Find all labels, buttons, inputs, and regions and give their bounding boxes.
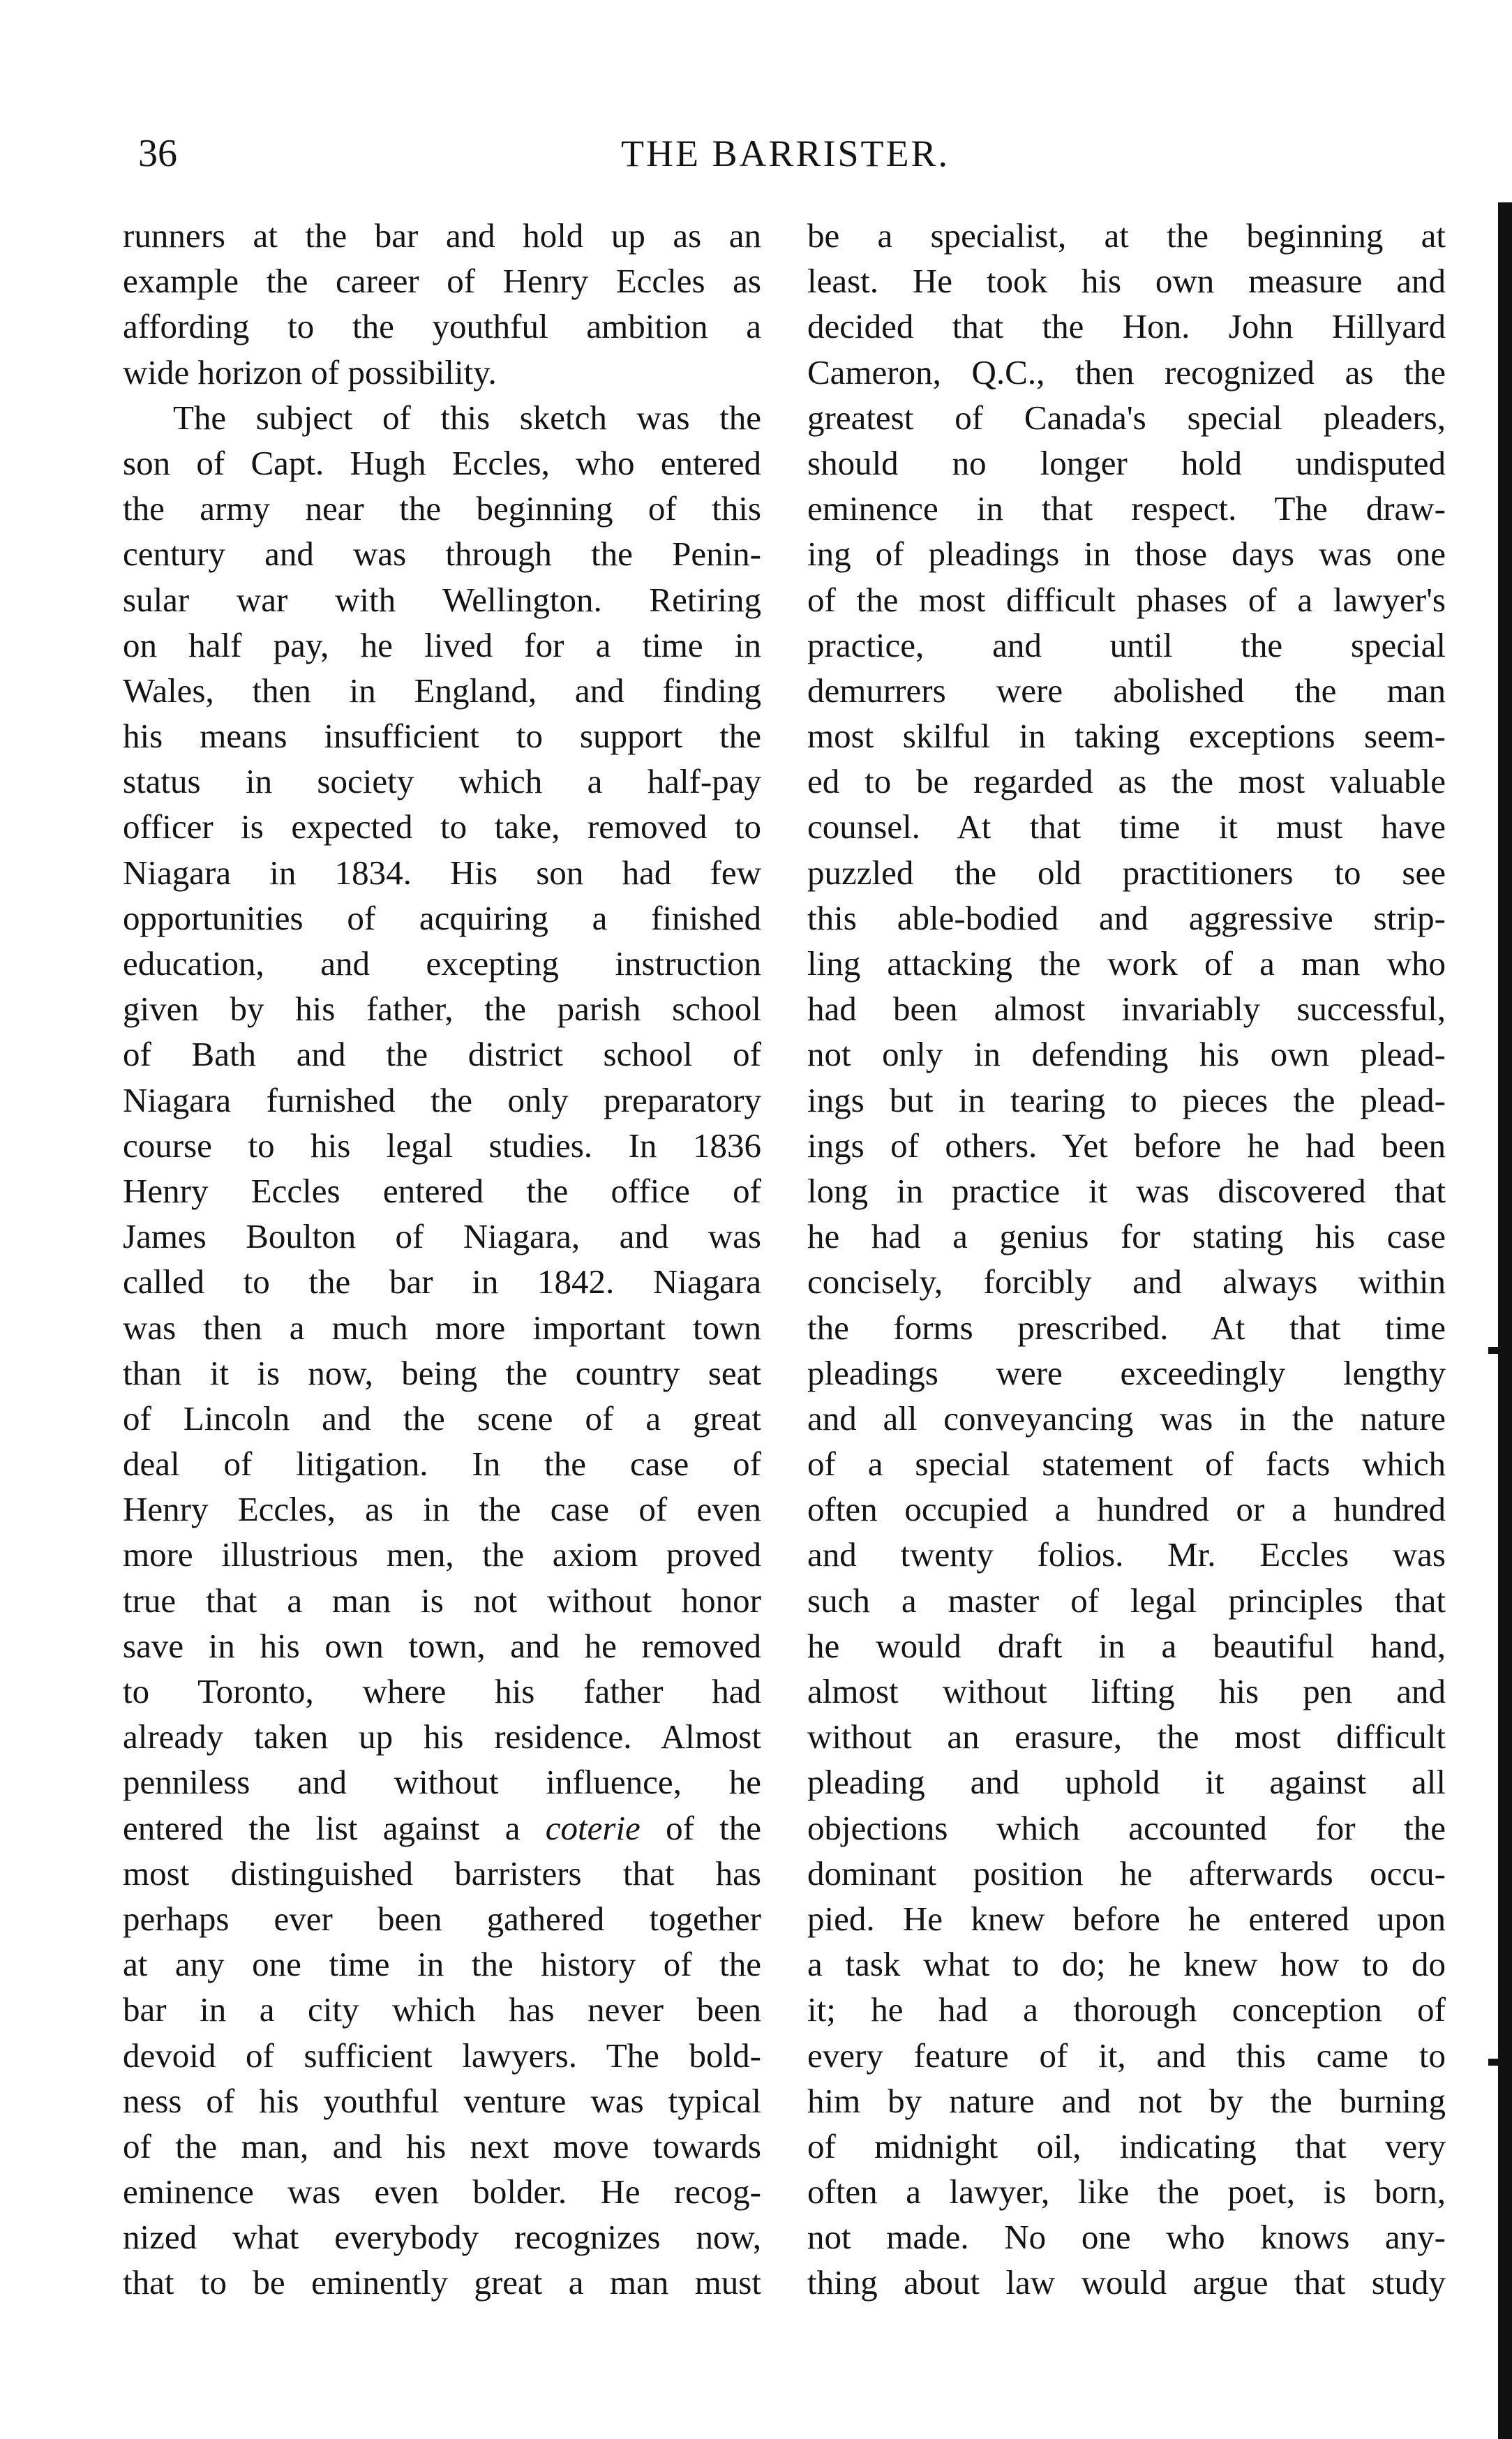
- text-line: him by nature and not by the burning: [807, 2081, 1446, 2120]
- text-line: true that a man is not without honor: [123, 1581, 761, 1620]
- text-line: eminence in that respect. The draw-: [807, 489, 1446, 528]
- text-line: had been almost invariably successful,: [807, 990, 1446, 1029]
- text-line: entered the list against a coterie of the: [123, 1808, 761, 1847]
- text-line: he would draft in a beautiful hand,: [807, 1626, 1446, 1665]
- text-line: Niagara furnished the only preparatory: [123, 1080, 761, 1119]
- text-line: century and was through the Penin-: [123, 535, 761, 574]
- text-line: most skilful in taking exceptions seem-: [807, 717, 1446, 756]
- text-line: not only in defending his own plead-: [807, 1035, 1446, 1074]
- text-line: than it is now, being the country seat: [123, 1353, 761, 1392]
- text-line: often a lawyer, like the poet, is born,: [807, 2172, 1446, 2211]
- text-line: sular war with Wellington. Retiring: [123, 580, 761, 619]
- text-line: of midnight oil, indicating that very: [807, 2126, 1446, 2165]
- text-line: save in his own town, and he removed: [123, 1626, 761, 1665]
- text-line: to Toronto, where his father had: [123, 1672, 761, 1710]
- text-line: course to his legal studies. In 1836: [123, 1126, 761, 1165]
- text-line: of Lincoln and the scene of a great: [123, 1398, 761, 1438]
- text-line: perhaps ever been gathered together: [123, 1899, 761, 1938]
- text-line: nized what everybody recognizes now,: [123, 2218, 761, 2257]
- text-line: of Bath and the district school of: [123, 1035, 761, 1074]
- text-line: puzzled the old practitioners to see: [807, 853, 1446, 892]
- text-line: demurrers were abolished the man: [807, 671, 1446, 710]
- text-line: of a special statement of facts which: [807, 1445, 1446, 1484]
- text-line: example the career of Henry Eccles as: [123, 262, 761, 301]
- text-line: called to the bar in 1842. Niagara: [123, 1262, 761, 1301]
- running-head: THE BARRISTER.: [621, 133, 950, 174]
- text-line: thing about law would argue that study: [807, 2263, 1446, 2302]
- text-line: a task what to do; he knew how to do: [807, 1945, 1446, 1984]
- right-text-column: [807, 213, 1446, 2306]
- text-line: pied. He knew before he entered upon: [807, 1899, 1446, 1938]
- text-line: The subject of this sketch was the: [173, 398, 761, 437]
- text-line: ing of pleadings in those days was one: [807, 535, 1446, 574]
- text-line: least. He took his own measure and: [807, 262, 1446, 301]
- text-line: deal of litigation. In the case of: [123, 1445, 761, 1484]
- text-line: ling attacking the work of a man who: [807, 944, 1446, 983]
- text-line: without an erasure, the most difficult: [807, 1717, 1446, 1756]
- text-line: every feature of it, and this came to: [807, 2036, 1446, 2075]
- text-line: often occupied a hundred or a hundred: [807, 1490, 1446, 1529]
- text-line: officer is expected to take, removed to: [123, 807, 761, 846]
- text-line: practice, and until the special: [807, 625, 1446, 664]
- page-edge-mark: [1488, 1347, 1512, 1354]
- text-line: the forms prescribed. At that time: [807, 1308, 1446, 1347]
- text-line: devoid of sufficient lawyers. The bold-: [123, 2036, 761, 2075]
- text-line: of the most difficult phases of a lawyer's: [807, 580, 1446, 619]
- text-line: almost without lifting his pen and: [807, 1672, 1446, 1710]
- text-line: Henry Eccles, as in the case of even: [123, 1490, 761, 1529]
- text-line: most distinguished barristers that has: [123, 1854, 761, 1893]
- text-line: ings but in tearing to pieces the plead-: [807, 1080, 1446, 1119]
- text-line: be a specialist, at the beginning at: [807, 216, 1446, 255]
- text-line: Wales, then in England, and finding: [123, 671, 761, 710]
- left-text-column: [123, 213, 761, 2306]
- text-line: at any one time in the history of the: [123, 1945, 761, 1984]
- text-line: ed to be regarded as the most valuable: [807, 762, 1446, 801]
- text-line: not made. No one who knows any-: [807, 2218, 1446, 2257]
- text-line: he had a genius for stating his case: [807, 1217, 1446, 1256]
- text-line: long in practice it was discovered that: [807, 1171, 1446, 1210]
- text-line: son of Capt. Hugh Eccles, who entered: [123, 443, 761, 482]
- text-line: eminence was even bolder. He recog-: [123, 2172, 761, 2211]
- text-line: greatest of Canada's special pleaders,: [807, 398, 1446, 437]
- text-line: Cameron, Q.C., then recognized as the: [807, 352, 1446, 391]
- text-line: wide horizon of possibility.: [123, 352, 497, 391]
- text-line: should no longer hold undisputed: [807, 443, 1446, 482]
- text-line: already taken up his residence. Almost: [123, 1717, 761, 1756]
- text-line: decided that the Hon. John Hillyard: [807, 307, 1446, 346]
- text-line: and all conveyancing was in the nature: [807, 1398, 1446, 1438]
- text-line: affording to the youthful ambition a: [123, 307, 761, 346]
- page-number: 36: [138, 132, 177, 175]
- text-line: runners at the bar and hold up as an: [123, 216, 761, 255]
- text-line: ings of others. Yet before he had been: [807, 1126, 1446, 1165]
- text-line: this able-bodied and aggressive strip-: [807, 898, 1446, 937]
- text-line: on half pay, he lived for a time in: [123, 625, 761, 664]
- text-line: it; he had a thorough conception of: [807, 1990, 1446, 2029]
- text-line: was then a much more important town: [123, 1308, 761, 1347]
- text-line: his means insufficient to support the: [123, 717, 761, 756]
- text-line: more illustrious men, the axiom proved: [123, 1535, 761, 1574]
- text-line: ness of his youthful venture was typical: [123, 2081, 761, 2120]
- page-header: [0, 126, 1512, 181]
- text-line: bar in a city which has never been: [123, 1990, 761, 2029]
- text-line: given by his father, the parish school: [123, 990, 761, 1029]
- text-line: education, and excepting instruction: [123, 944, 761, 983]
- text-line: dominant position he afterwards occu-: [807, 1854, 1446, 1893]
- text-line: James Boulton of Niagara, and was: [123, 1217, 761, 1256]
- text-line: Niagara in 1834. His son had few: [123, 853, 761, 892]
- text-line: of the man, and his next move towards: [123, 2126, 761, 2165]
- text-line: pleadings were exceedingly lengthy: [807, 1353, 1446, 1392]
- text-line: status in society which a half-pay: [123, 762, 761, 801]
- text-line: and twenty folios. Mr. Eccles was: [807, 1535, 1446, 1574]
- text-line: Henry Eccles entered the office of: [123, 1171, 761, 1210]
- text-line: the army near the beginning of this: [123, 489, 761, 528]
- text-line: opportunities of acquiring a finished: [123, 898, 761, 937]
- text-line: objections which accounted for the: [807, 1808, 1446, 1847]
- text-line: penniless and without influence, he: [123, 1763, 761, 1802]
- page-edge-mark: [1488, 2059, 1512, 2066]
- text-line: that to be eminently great a man must: [123, 2263, 761, 2302]
- text-line: counsel. At that time it must have: [807, 807, 1446, 846]
- text-line: such a master of legal principles that: [807, 1581, 1446, 1620]
- text-line: pleading and uphold it against all: [807, 1763, 1446, 1802]
- page-edge-shadow: [1498, 202, 1512, 2439]
- text-line: concisely, forcibly and always within: [807, 1262, 1446, 1301]
